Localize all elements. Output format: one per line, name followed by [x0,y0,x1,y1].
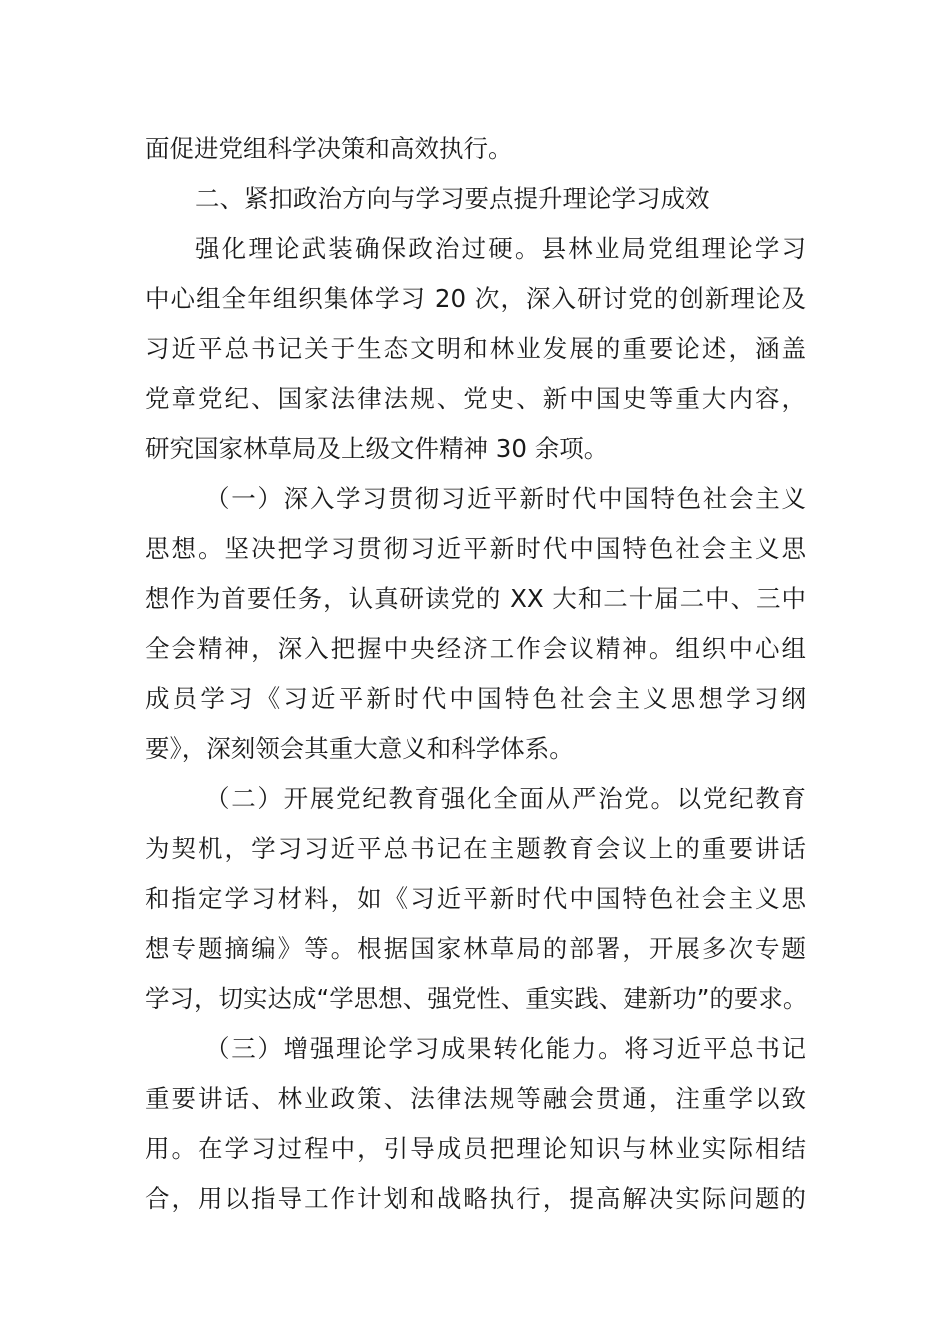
subsection-heading: （一）深入学习贯彻习近平新时代中国特色社会主义 [205,484,806,513]
text-line: 研究国家林草局及上级文件精神 30 余项。 [145,434,609,463]
subsection-heading: （三）增强理论学习成果转化能力。将习近平总书记 [205,1034,806,1063]
text-line: 思想。坚决把学习贯彻习近平新时代中国特色社会主义思 [145,534,806,563]
text-line: 想作为首要任务，认真研读党的 XX 大和二十届二中、三中 [145,584,806,613]
text-line: 合，用以指导工作计划和战略执行，提高解决实际问题的 [145,1184,806,1213]
section-heading: 二、紧扣政治方向与学习要点提升理论学习成效 [195,184,710,213]
text-line: 习近平总书记关于生态文明和林业发展的重要论述，涵盖 [145,334,806,363]
text-line: 成员学习《习近平新时代中国特色社会主义思想学习纲 [145,684,806,713]
text-line: 学习，切实达成“学思想、强党性、重实践、建新功”的要求。 [145,984,808,1013]
text-line: 中心组全年组织集体学习 20 次，深入研讨党的创新理论及 [145,284,806,313]
text-line: 强化理论武装确保政治过硬。县林业局党组理论学习 [195,234,806,263]
text-line: 全会精神，深入把握中央经济工作会议精神。组织中心组 [145,634,806,663]
text-line: 用。在学习过程中，引导成员把理论知识与林业实际相结 [145,1134,806,1163]
text-line: 面促进党组科学决策和高效执行。 [145,134,513,163]
text-line: 党章党纪、国家法律法规、党史、新中国史等重大内容， [145,384,806,413]
text-line: 重要讲话、林业政策、法律法规等融会贯通，注重学以致 [145,1084,806,1113]
text-line: 要》，深刻领会其重大意义和科学体系。 [145,734,574,763]
text-line: 和指定学习材料，如《习近平新时代中国特色社会主义思 [145,884,806,913]
subsection-heading: （二）开展党纪教育强化全面从严治党。以党纪教育 [205,784,806,813]
text-line: 为契机，学习习近平总书记在主题教育会议上的重要讲话 [145,834,806,863]
text-line: 想专题摘编》等。根据国家林草局的部署，开展多次专题 [145,934,806,963]
